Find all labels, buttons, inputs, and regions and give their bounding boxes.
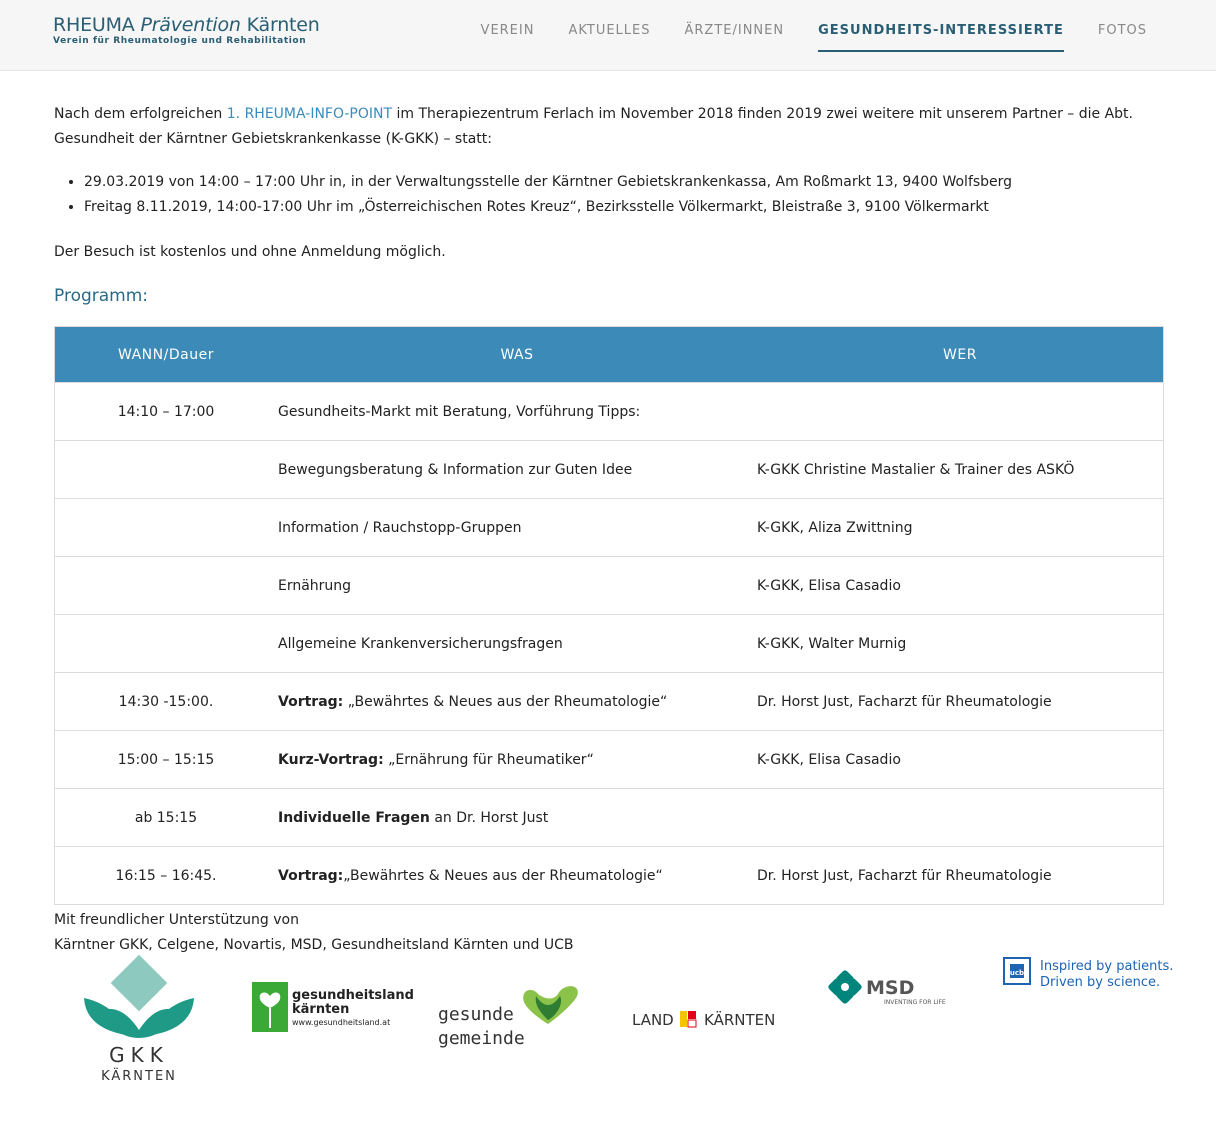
svg-text:Driven by science.: Driven by science. <box>1040 975 1161 990</box>
cell-when: 15:00 – 15:15 <box>55 731 278 789</box>
cell-who: Dr. Horst Just, Facharzt für Rheumatologie <box>757 847 1164 905</box>
svg-text:LAND: LAND <box>632 1011 674 1029</box>
logo-title: RHEUMA Prävention Kärnten <box>53 14 320 36</box>
site-logo[interactable] <box>53 14 320 47</box>
cell-who: K-GKK Christine Mastalier & Trainer des ASKÖ <box>757 441 1164 499</box>
svg-text:Inspired by patients.: Inspired by patients. <box>1040 959 1174 974</box>
table-row <box>55 499 1164 557</box>
cell-when: ab 15:15 <box>55 789 278 847</box>
table-header-row <box>55 327 1164 383</box>
svg-text:MSD: MSD <box>866 977 915 999</box>
sponsor-logos <box>54 952 1174 1092</box>
cell-when <box>55 557 278 615</box>
cell-who: K-GKK, Elisa Casadio <box>757 731 1164 789</box>
ucb-logo <box>1002 954 1172 990</box>
cell-who <box>757 789 1164 847</box>
main-content <box>54 102 1164 958</box>
cell-when: 14:30 -15:00. <box>55 673 278 731</box>
table-row <box>55 441 1164 499</box>
cell-what: Kurz-Vortrag: „Ernährung für Rheumatiker“ <box>277 731 757 789</box>
list-item: • 29.03.2019 von 14:00 – 17:00 Uhr in, in der Verwaltungsstelle der Kärntner Gebietskrankenkassa, Am Roßmarkt 13, 9400 Wolfsberg <box>84 170 1164 195</box>
nav-aktuelles[interactable]: AKTUELLES <box>568 23 651 38</box>
gesundheitsland-logo <box>252 982 414 1034</box>
svg-text:KÄRNTEN: KÄRNTEN <box>704 1011 776 1029</box>
program-table <box>54 326 1164 905</box>
column-header-who: WER <box>757 327 1164 383</box>
nav-aerzte[interactable]: ÄRZTE/INNEN <box>684 23 785 38</box>
column-header-when: WANN/Dauer <box>55 327 278 383</box>
cell-when <box>55 441 278 499</box>
logo-subtitle: Verein für Rheumatologie und Rehabilitation <box>53 36 307 46</box>
cell-who: K-GKK, Walter Murnig <box>757 615 1164 673</box>
visit-note: Der Besuch ist kostenlos und ohne Anmeldung möglich. <box>54 244 446 260</box>
intro-paragraph: Nach dem erfolgreichen 1. RHEUMA-INFO-POINT im Therapiezentrum Ferlach im November 2018 finden 2019 zwei weitere mit unserem Partner – die Abt. Gesundheit der Kärntner Gebietskrankenkasse (K-GKK) – statt: <box>54 106 1133 147</box>
gkk-kaernten-logo <box>74 958 204 1086</box>
table-row <box>55 615 1164 673</box>
svg-text:gesundheitsland: gesundheitsland <box>292 988 414 1003</box>
main-nav <box>464 0 1164 70</box>
column-header-what: WAS <box>277 327 757 383</box>
msd-logo <box>828 970 968 1012</box>
cell-what: Vortrag: „Bewährtes & Neues aus der Rheumatologie“ <box>277 673 757 731</box>
svg-text:GKK: GKK <box>109 1043 169 1067</box>
cell-what: Vortrag:„Bewährtes & Neues aus der Rheumatologie“ <box>277 847 757 905</box>
nav-verein[interactable]: VEREIN <box>480 23 535 38</box>
cell-who: Dr. Horst Just, Facharzt für Rheumatologie <box>757 673 1164 731</box>
cell-who: K-GKK, Elisa Casadio <box>757 557 1164 615</box>
dates-list <box>54 170 1164 220</box>
nav-fotos[interactable]: FOTOS <box>1097 23 1147 38</box>
site-header <box>0 0 1216 71</box>
table-row <box>55 557 1164 615</box>
cell-what: Individuelle Fragen an Dr. Horst Just <box>277 789 757 847</box>
program-heading: Programm: <box>54 286 149 306</box>
svg-text:www.gesundheitsland.at: www.gesundheitsland.at <box>292 1018 391 1027</box>
table-row <box>55 789 1164 847</box>
gesunde-gemeinde-logo <box>436 986 591 1048</box>
nav-gesundheits-interessierte[interactable]: GESUNDHEITS-INTERESSIERTE <box>801 0 1081 70</box>
rheuma-info-point-link[interactable]: 1. RHEUMA-INFO-POINT <box>226 106 393 122</box>
cell-when: 16:15 – 16:45. <box>55 847 278 905</box>
table-row <box>55 731 1164 789</box>
cell-what: Information / Rauchstopp-Gruppen <box>277 499 757 557</box>
svg-text:ucb: ucb <box>1009 969 1025 977</box>
svg-text:gesunde: gesunde <box>438 1004 514 1025</box>
svg-text:INVENTING FOR LIFE: INVENTING FOR LIFE <box>884 999 946 1006</box>
cell-who: K-GKK, Aliza Zwittning <box>757 499 1164 557</box>
svg-text:kärnten: kärnten <box>292 1002 350 1017</box>
land-kaernten-logo <box>630 1006 780 1032</box>
cell-when <box>55 615 278 673</box>
cell-when <box>55 499 278 557</box>
svg-text:KÄRNTEN: KÄRNTEN <box>101 1069 177 1084</box>
list-item: • Freitag 8.11.2019, 14:00-17:00 Uhr im „Österreichischen Rotes Kreuz“, Bezirksstelle Völkermarkt, Bleistraße 3, 9100 Völkermarkt <box>84 195 1164 220</box>
thanks-line-1: Mit freundlicher Unterstützung von <box>54 912 299 928</box>
cell-what: Bewegungsberatung & Information zur Guten Idee <box>277 441 757 499</box>
cell-who <box>757 383 1164 441</box>
cell-what: Ernährung <box>277 557 757 615</box>
thanks-line-2: Kärntner GKK, Celgene, Novartis, MSD, Gesundheitsland Kärnten und UCB <box>54 937 574 953</box>
svg-text:gemeinde: gemeinde <box>438 1028 525 1049</box>
cell-when: 14:10 – 17:00 <box>55 383 278 441</box>
table-row <box>55 383 1164 441</box>
table-row <box>55 673 1164 731</box>
table-row <box>55 847 1164 905</box>
cell-what: Gesundheits-Markt mit Beratung, Vorführung Tipps: <box>277 383 757 441</box>
cell-what: Allgemeine Krankenversicherungsfragen <box>277 615 757 673</box>
